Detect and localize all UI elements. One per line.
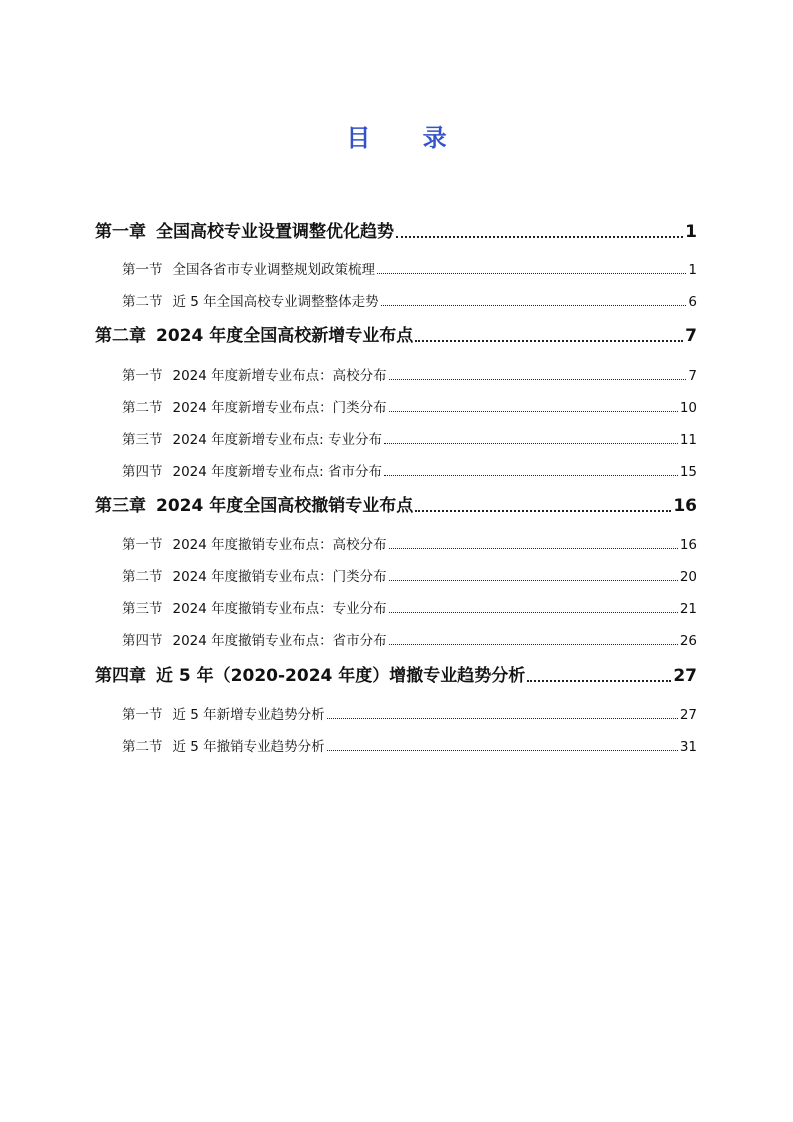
entry-page-number: 11 <box>679 432 697 448</box>
toc-entry-section-2-2[interactable] <box>122 396 697 416</box>
entry-label: 第四章 <box>95 666 146 686</box>
entry-title: 2024 年度撤销专业布点：省市分布 <box>172 633 387 649</box>
entry-label: 第二章 <box>95 326 146 346</box>
entry-page-number: 31 <box>679 739 697 755</box>
entry-label: 第三节 <box>122 601 163 617</box>
toc-entry-chapter-2[interactable] <box>95 320 697 346</box>
entry-title: 2024 年度新增专业布点：高校分布 <box>172 368 387 384</box>
toc-entry-section-1-2[interactable] <box>122 290 697 310</box>
entry-title: 2024 年度撤销专业布点：门类分布 <box>172 569 387 585</box>
toc-entry-section-3-3[interactable] <box>122 597 697 617</box>
toc-entry-section-4-2[interactable] <box>122 735 697 755</box>
toc-entry-chapter-4[interactable] <box>95 660 697 686</box>
toc-title: 目 录 <box>346 124 469 152</box>
entry-label: 第三节 <box>122 432 163 448</box>
entry-title: 全国各省市专业调整规划政策梳理 <box>172 262 375 278</box>
entry-label: 第一节 <box>122 368 163 384</box>
toc-entry-section-3-4[interactable] <box>122 629 697 649</box>
entry-title: 2024 年度新增专业布点: 专业分布 <box>172 432 382 448</box>
dot-leader <box>389 411 678 412</box>
entry-page-number: 15 <box>679 464 697 480</box>
entry-page-number: 27 <box>679 707 697 723</box>
dot-leader <box>377 273 686 274</box>
entry-title: 近 5 年撤销专业趋势分析 <box>172 739 325 755</box>
entry-page-number: 16 <box>673 496 697 516</box>
entry-title: 2024 年度撤销专业布点：专业分布 <box>172 601 387 617</box>
entry-page-number: 7 <box>688 368 697 384</box>
toc-entry-section-3-1[interactable] <box>122 533 697 553</box>
entry-label: 第一节 <box>122 537 163 553</box>
entry-page-number: 1 <box>688 262 697 278</box>
entry-title: 近 5 年（2020-2024 年度）增撤专业趋势分析 <box>156 666 526 686</box>
entry-page-number: 16 <box>679 537 697 553</box>
entry-label: 第一章 <box>95 222 146 242</box>
entry-label: 第三章 <box>95 496 146 516</box>
entry-page-number: 20 <box>679 569 697 585</box>
dot-leader <box>389 379 687 380</box>
entry-page-number: 21 <box>679 601 697 617</box>
entry-title: 近 5 年新增专业趋势分析 <box>172 707 325 723</box>
dot-leader <box>381 305 687 306</box>
entry-title: 2024 年度全国高校新增专业布点 <box>156 326 414 346</box>
entry-title: 2024 年度撤销专业布点：高校分布 <box>172 537 387 553</box>
entry-page-number: 10 <box>679 400 697 416</box>
entry-title: 2024 年度新增专业布点：门类分布 <box>172 400 387 416</box>
dot-leader <box>415 510 671 512</box>
entry-label: 第二节 <box>122 400 163 416</box>
entry-title: 2024 年度全国高校撤销专业布点 <box>156 496 414 516</box>
dot-leader <box>389 612 678 613</box>
entry-label: 第一节 <box>122 262 163 278</box>
dot-leader <box>415 340 683 342</box>
toc-entry-chapter-1[interactable] <box>95 216 697 242</box>
toc-entry-section-4-1[interactable] <box>122 703 697 723</box>
entry-page-number: 26 <box>679 633 697 649</box>
dot-leader <box>384 475 678 476</box>
entry-title: 近 5 年全国高校专业调整整体走势 <box>172 294 379 310</box>
toc-entry-section-2-4[interactable] <box>122 460 697 480</box>
dot-leader <box>389 580 678 581</box>
entry-label: 第二节 <box>122 569 163 585</box>
dot-leader <box>327 750 678 751</box>
toc-entry-section-2-1[interactable] <box>122 364 697 384</box>
dot-leader <box>384 443 678 444</box>
entry-label: 第四节 <box>122 633 163 649</box>
toc-entry-section-3-2[interactable] <box>122 565 697 585</box>
toc-entry-section-2-3[interactable] <box>122 428 697 448</box>
dot-leader <box>527 680 671 682</box>
dot-leader <box>389 644 678 645</box>
entry-page-number: 6 <box>688 294 697 310</box>
entry-label: 第四节 <box>122 464 163 480</box>
entry-label: 第二节 <box>122 294 163 310</box>
toc-entry-section-1-1[interactable] <box>122 258 697 278</box>
entry-page-number: 7 <box>685 326 697 346</box>
entry-label: 第一节 <box>122 707 163 723</box>
entry-title: 2024 年度新增专业布点: 省市分布 <box>172 464 382 480</box>
dot-leader <box>389 548 678 549</box>
dot-leader <box>327 718 678 719</box>
entry-page-number: 1 <box>685 222 697 242</box>
entry-page-number: 27 <box>673 666 697 686</box>
toc-entry-chapter-3[interactable] <box>95 490 697 516</box>
entry-label: 第二节 <box>122 739 163 755</box>
entry-title: 全国高校专业设置调整优化趋势 <box>156 222 394 242</box>
dot-leader <box>396 236 683 238</box>
